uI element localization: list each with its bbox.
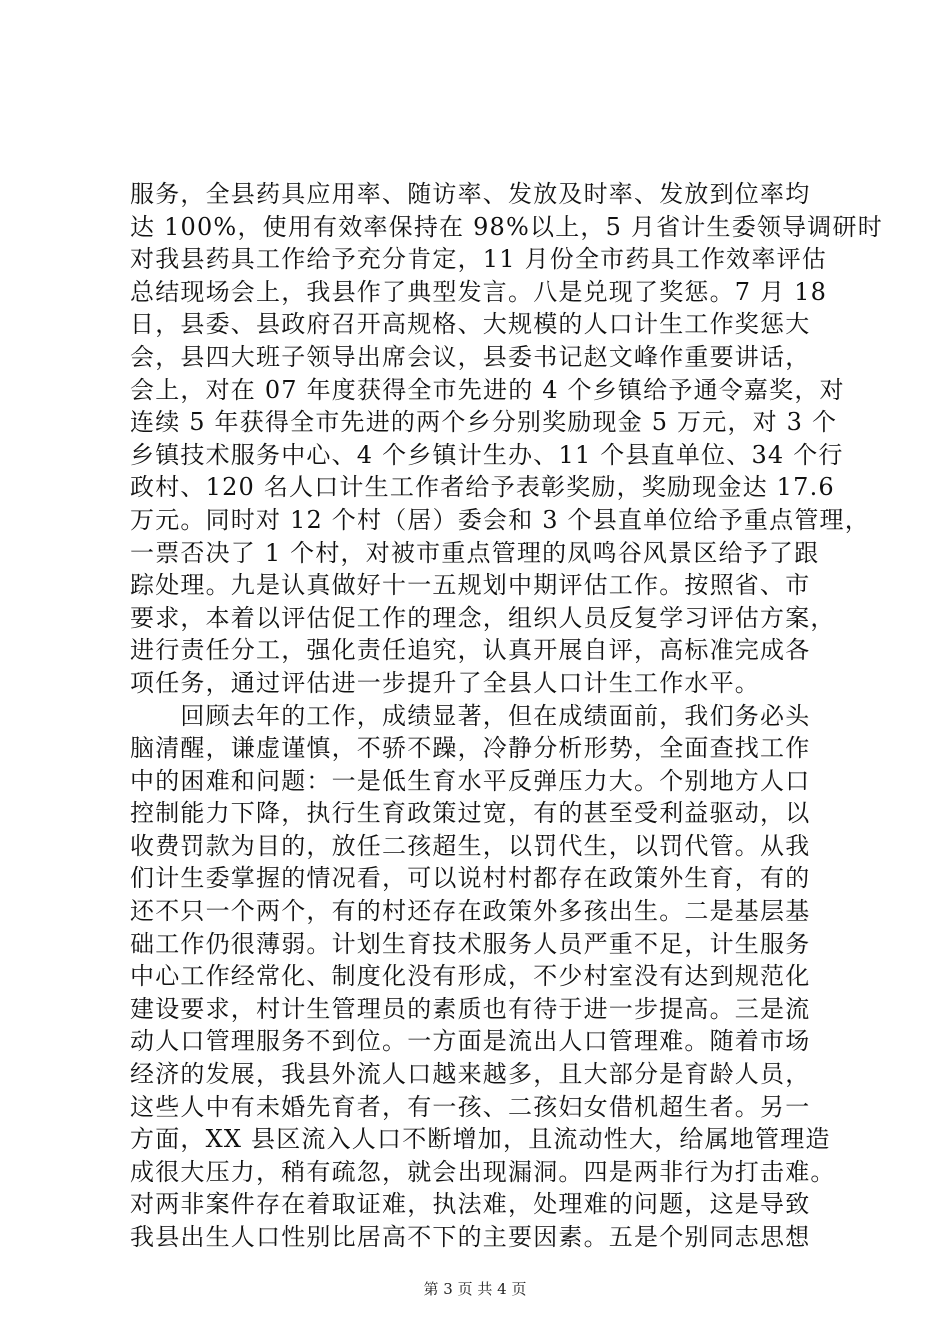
text-line: 会上，对在 07 年度获得全市先进的 4 个乡镇给予通令嘉奖，对 [130,375,845,404]
text-line: 政村、120 名人口计生工作者给予表彰奖励，奖励现金达 17.6 [130,473,835,502]
text-line: 连续 5 年获得全市先进的两个乡分别奖励现金 5 万元，对 3 个 [130,408,838,437]
text-line: 乡镇技术服务中心、4 个乡镇计生办、11 个县直单位、34 个行 [130,440,844,469]
text-line: 脑清醒，谦虚谨慎，不骄不躁，冷静分析形势，全面查找工作 [130,734,811,763]
text-line: 中心工作经常化、制度化没有形成，不少村室没有达到规范化 [130,962,811,991]
text-line: 一票否决了 1 个村，对被市重点管理的凤鸣谷风景区给予了跟 [130,538,820,567]
text-line: 建设要求，村计生管理员的素质也有待于进一步提高。三是流 [130,994,811,1023]
text-line: 进行责任分工，强化责任追究，认真开展自评，高标准完成各 [130,636,811,665]
text-line: 经济的发展，我县外流人口越来越多，且大部分是育龄人员， [130,1060,811,1089]
text-line: 踪处理。九是认真做好十一五规划中期评估工作。按照省、市 [130,571,811,600]
text-line: 要求，本着以评估促工作的理念，组织人员反复学习评估方案， [130,603,836,632]
text-line: 们计生委掌握的情况看，可以说村村都存在政策外生育，有的 [130,864,811,893]
text-line: 万元。同时对 12 个村（居）委会和 3 个县直单位给予重点管理， [130,505,870,534]
text-line: 对两非案件存在着取证难，执法难，处理难的问题，这是导致 [130,1190,811,1219]
text-line: 达 100%，使用有效率保持在 98%以上，5 月省计生委领导调研时 [130,212,883,241]
text-line: 日，县委、县政府召开高规格、大规模的人口计生工作奖惩大 [130,310,811,339]
text-line: 成很大压力，稍有疏忽，就会出现漏洞。四是两非行为打击难。 [130,1157,836,1186]
text-line: 回顾去年的工作，成绩显著，但在成绩面前，我们务必头 [130,701,811,730]
text-line: 我县出生人口性别比居高不下的主要因素。五是个别同志思想 [130,1223,811,1251]
text-line: 动人口管理服务不到位。一方面是流出人口管理难。随着市场 [130,1027,811,1056]
page-footer: 第 3 页 共 4 页 [423,1280,527,1298]
text-line: 收费罚款为目的，放任二孩超生，以罚代生，以罚代管。从我 [130,831,811,860]
text-line: 总结现场会上，我县作了典型发言。八是兑现了奖惩。7 月 18 [130,277,828,306]
text-line: 服务，全县药具应用率、随访率、发放及时率、发放到位率均 [130,180,811,208]
text-line: 还不只一个两个，有的村还存在政策外多孩出生。二是基层基 [130,897,811,926]
text-line: 控制能力下降，执行生育政策过宽，有的甚至受利益驱动，以 [130,799,811,828]
text-line: 对我县药具工作给予充分肯定，11 月份全市药具工作效率评估 [130,245,827,274]
body-text [130,178,883,1254]
text-line: 项任务，通过评估进一步提升了全县人口计生工作水平。 [130,668,760,697]
text-line: 础工作仍很薄弱。计划生育技术服务人员严重不足，计生服务 [130,929,811,958]
text-line: 这些人中有未婚先育者，有一孩、二孩妇女借机超生者。另一 [130,1092,811,1121]
text-line: 会，县四大班子领导出席会议，县委书记赵文峰作重要讲话， [130,342,811,371]
text-line: 方面，XX 县区流入人口不断增加，且流动性大，给属地管理造 [130,1125,831,1154]
text-line: 中的困难和问题：一是低生育水平反弹压力大。个别地方人口 [130,766,811,795]
